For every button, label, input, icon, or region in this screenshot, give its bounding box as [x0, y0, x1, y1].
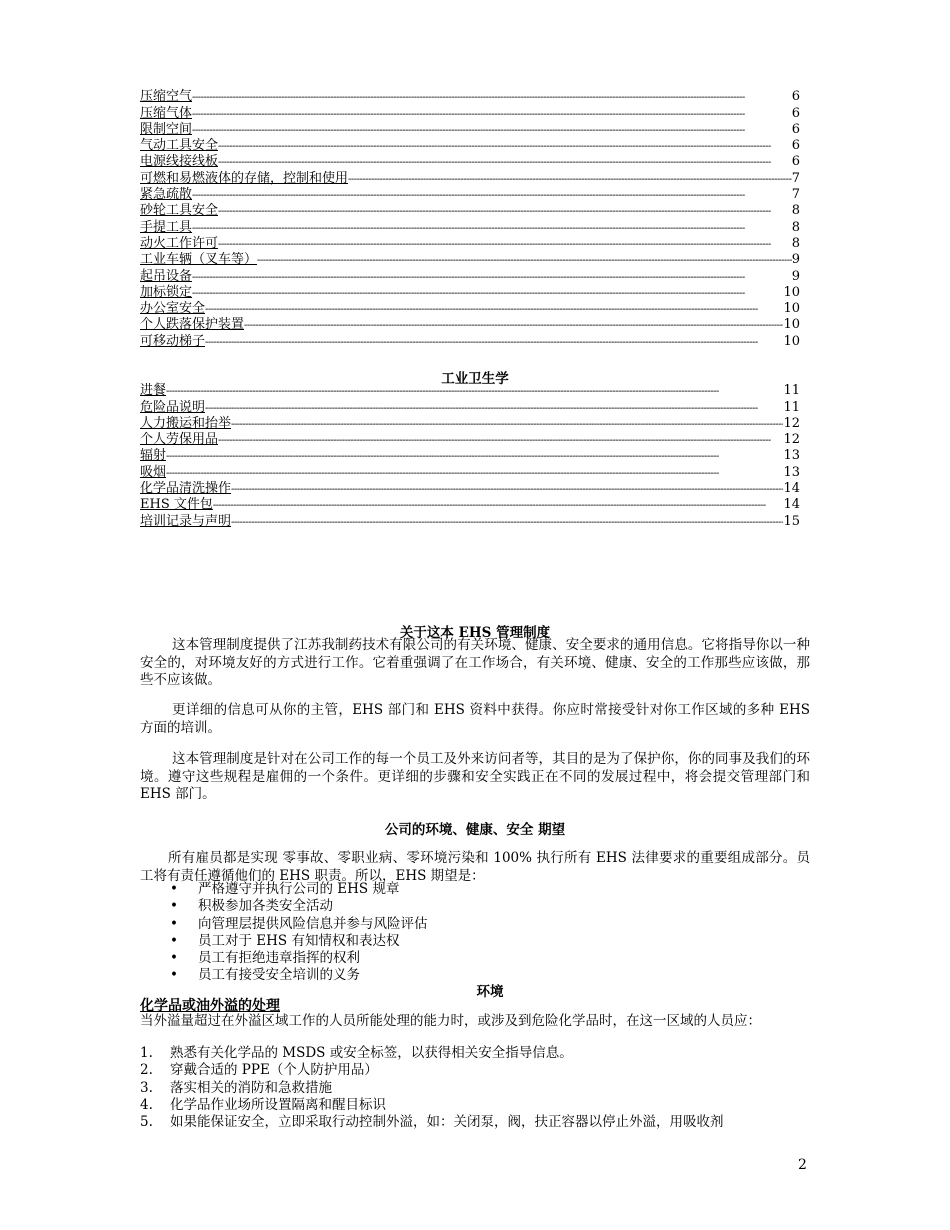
toc-entry-page: 7 — [791, 187, 800, 203]
toc-entry-title[interactable]: 起吊设备 — [140, 268, 193, 284]
toc-entry[interactable] — [140, 317, 800, 333]
toc-entry-page: 7 — [791, 170, 800, 186]
toc-entry-page: 13 — [783, 464, 800, 480]
list-item — [140, 1097, 810, 1114]
toc-entry-page: 15 — [783, 513, 800, 529]
toc-entry-title[interactable]: 限制空间 — [140, 121, 193, 137]
toc-entry-title[interactable]: 吸烟 — [140, 464, 167, 480]
toc-leader-dashes — [218, 434, 783, 448]
list-item — [140, 1062, 810, 1079]
toc-leader-dashes — [192, 189, 792, 203]
list-item-text: 熟悉有关化学品的 MSDS 或安全标签，以获得相关安全指导信息。 — [170, 1045, 573, 1061]
toc-leader-dashes — [192, 222, 792, 236]
spill-steps-list — [140, 1045, 810, 1131]
list-item-text: 落实相关的消防和急救措施 — [170, 1079, 332, 1096]
list-item — [140, 1080, 810, 1097]
toc-entry[interactable] — [140, 252, 800, 268]
toc-leader-dashes — [257, 254, 792, 268]
toc-entry[interactable] — [140, 187, 800, 203]
toc-entry-page: 6 — [791, 105, 800, 121]
toc-entry-page: 13 — [783, 448, 800, 464]
list-item-text: 向管理层提供风险信息并参与风险评估 — [198, 915, 428, 932]
toc-entry-title[interactable]: 工业车辆（叉车等） — [140, 252, 258, 268]
toc-entry-title[interactable]: 危险品说明 — [140, 399, 206, 415]
toc-entry[interactable] — [140, 122, 800, 138]
toc-entry[interactable] — [140, 138, 800, 154]
toc-leader-dashes — [213, 499, 784, 513]
toc-entry[interactable] — [140, 301, 800, 317]
toc-entry-page: 10 — [783, 333, 800, 349]
about-paragraph-2: 更详细的信息可从你的主管，EHS 部门和 EHS 资料中获得。你应时常接受针对你工作区域的多种 EHS 方面的培训。 — [140, 702, 810, 736]
toc-entry[interactable] — [140, 170, 800, 186]
list-item-number: 1. — [140, 1045, 153, 1061]
toc-leader-dashes — [166, 450, 783, 464]
toc-entry[interactable] — [140, 333, 800, 349]
expectations-intro: 所有雇员都是实现 零事故、零职业病、零环境污染和 100% 执行所有 EHS 法律要求的重要组成部分。员工将有责任遵循他们的 EHS 职责。所以，EHS 期望是： — [140, 850, 810, 884]
toc-entry-title[interactable]: 电源线接线板 — [140, 154, 219, 170]
toc-entry-page: 8 — [791, 235, 800, 251]
toc-entry[interactable] — [140, 481, 800, 497]
toc-leader-dashes — [244, 319, 783, 333]
toc-entry-page: 12 — [783, 432, 800, 448]
list-item-text: 员工对于 EHS 有知情权和表达权 — [198, 932, 400, 949]
toc-entry-title[interactable]: 紧急疏散 — [140, 187, 193, 203]
toc-entry[interactable] — [140, 285, 800, 301]
expectations-heading: 公司的环境、健康、安全 期望 — [384, 822, 566, 838]
environment-heading: 环境 — [476, 984, 504, 1000]
list-item-text: 严格遵守并执行公司的 EHS 规章 — [198, 881, 400, 897]
toc-entry-page: 11 — [783, 399, 800, 415]
toc-entry[interactable] — [140, 497, 800, 513]
bullet-icon: • — [170, 881, 178, 897]
toc-leader-dashes — [192, 287, 783, 301]
toc-entry-title[interactable]: 个人跌落保护装置 — [140, 317, 245, 333]
toc-leader-dashes — [231, 516, 783, 530]
toc-leader-dashes — [218, 205, 792, 219]
toc-entry-page: 9 — [791, 268, 800, 284]
toc-entry-page: 6 — [791, 138, 800, 154]
toc-entry-title[interactable]: 压缩气体 — [140, 105, 193, 121]
list-item-text: 穿戴合适的 PPE（个人防护用品） — [170, 1062, 378, 1079]
spill-intro: 当外溢量超过在外溢区域工作的人员所能处理的能力时，或涉及到危险化学品时，在这一区域的人员应： — [140, 1013, 761, 1029]
toc-entry[interactable] — [140, 513, 800, 529]
toc-entry-page: 14 — [783, 481, 800, 497]
toc-leader-dashes — [218, 156, 792, 170]
toc-entry[interactable] — [140, 416, 800, 432]
spill-subheading: 化学品或油外溢的处理 — [140, 998, 280, 1014]
list-item-text: 积极参加各类安全活动 — [198, 898, 333, 915]
hygiene-heading: 工业卫生学 — [441, 371, 509, 387]
toc-leader-dashes — [166, 385, 783, 399]
toc-entry[interactable] — [140, 236, 800, 252]
toc-leader-dashes — [192, 271, 792, 285]
list-item-number: 4. — [140, 1096, 153, 1113]
bullet-icon: • — [170, 950, 178, 967]
list-item — [170, 881, 810, 898]
toc-entry-page: 6 — [791, 121, 800, 137]
list-item-text: 员工有接受安全培训的义务 — [198, 967, 360, 984]
toc-entry-title[interactable]: 培训记录与声明 — [140, 513, 232, 529]
toc-entry-title[interactable]: 压缩空气 — [140, 89, 193, 105]
list-item — [170, 916, 810, 933]
toc-entry[interactable] — [140, 448, 800, 464]
bullet-icon: • — [170, 932, 178, 949]
toc-entry-page: 6 — [791, 154, 800, 170]
toc-entry[interactable] — [140, 399, 800, 415]
list-item — [140, 1045, 810, 1062]
bullet-icon: • — [170, 915, 178, 932]
toc-entry-page: 10 — [783, 284, 800, 300]
list-item — [170, 933, 810, 950]
toc-entry-title[interactable]: 进餐 — [140, 383, 167, 399]
toc-entry[interactable] — [140, 105, 800, 121]
page-number: 2 — [798, 1157, 807, 1173]
toc-entry-title[interactable]: 辐射 — [140, 448, 167, 464]
toc-leader-dashes — [231, 483, 783, 497]
toc-entry[interactable] — [140, 219, 800, 235]
toc-entry[interactable] — [140, 89, 800, 105]
toc-entry[interactable] — [140, 383, 800, 399]
about-heading: 关于这本 EHS 管理制度 — [399, 625, 551, 641]
toc-entry-title[interactable]: 砂轮工具安全 — [140, 203, 219, 219]
toc-entry-page: 11 — [783, 383, 800, 399]
toc-entry-page: 8 — [791, 203, 800, 219]
about-paragraph-3: 这本管理制度是针对在公司工作的每一个员工及外来访问者等，其目的是为了保护你，你的同事及我们的环境。遵守这些规程是雇佣的一个条件。更详细的步骤和安全实践正在不同的发展过程中，将会提交管理部门和 EHS 部门。 — [140, 751, 810, 802]
toc-entry[interactable] — [140, 432, 800, 448]
toc-leader-dashes — [218, 140, 792, 154]
toc-leader-dashes — [192, 91, 792, 105]
about-paragraph-1: 这本管理制度提供了江苏我制药技术有限公司的有关环境、健康、安全要求的通用信息。它将指导你以一种安全的，对环境友好的方式进行工作。它着重强调了在工作场合，有关环境、健康、安全的工作那些应该做，那些不应该做。 — [140, 637, 810, 688]
toc-entry-title[interactable]: 气动工具安全 — [140, 138, 219, 154]
toc-entry-title[interactable]: 化学品清洗操作 — [140, 481, 232, 497]
toc-leader-dashes — [205, 402, 783, 416]
toc-leader-dashes — [192, 108, 792, 122]
toc-leader-dashes — [205, 336, 783, 350]
toc-entry[interactable] — [140, 203, 800, 219]
bullet-icon: • — [170, 967, 178, 984]
toc-leader-dashes — [166, 467, 783, 481]
toc-entry-title[interactable]: 手提工具 — [140, 219, 193, 235]
toc-entry-title[interactable]: 可燃和易燃液体的存储，控制和使用 — [140, 170, 349, 186]
toc-entry-page: 8 — [791, 219, 800, 235]
toc-entry-title[interactable]: 办公室安全 — [140, 301, 206, 317]
toc-entry-page: 10 — [783, 301, 800, 317]
list-item-text: 员工有拒绝违章指挥的权利 — [198, 950, 360, 967]
toc-entry-title[interactable]: 动火工作许可 — [140, 235, 219, 251]
list-item-text: 化学品作业场所设置隔离和醒目标识 — [170, 1096, 386, 1113]
toc-entry-page: 6 — [791, 89, 800, 105]
list-item-number: 3. — [140, 1079, 153, 1096]
toc-entry[interactable] — [140, 464, 800, 480]
toc-entry-page: 9 — [791, 252, 800, 268]
expectations-list — [170, 881, 810, 985]
toc-leader-dashes — [231, 418, 783, 432]
toc-entry-title[interactable]: 人力搬运和抬举 — [140, 415, 232, 431]
list-item — [140, 1114, 810, 1131]
list-item-number: 5. — [140, 1114, 153, 1131]
toc-safety — [140, 89, 800, 350]
toc-entry-title[interactable]: EHS 文件包 — [140, 497, 213, 513]
toc-entry[interactable] — [140, 268, 800, 284]
toc-entry[interactable] — [140, 154, 800, 170]
list-item-number: 2. — [140, 1062, 153, 1079]
toc-entry-title[interactable]: 可移动梯子 — [140, 333, 206, 349]
toc-leader-dashes — [348, 173, 792, 187]
toc-entry-title[interactable]: 个人劳保用品 — [140, 432, 219, 448]
bullet-icon: • — [170, 898, 178, 915]
toc-leader-dashes — [218, 238, 792, 252]
toc-leader-dashes — [205, 303, 783, 317]
list-item-text: 如果能保证安全，立即采取行动控制外溢，如：关闭泵，阀，扶正容器以停止外溢，用吸收剂 — [170, 1114, 724, 1131]
toc-hygiene — [140, 383, 800, 530]
toc-entry-title[interactable]: 加标锁定 — [140, 284, 193, 300]
list-item — [170, 898, 810, 915]
toc-leader-dashes — [192, 124, 792, 138]
list-item — [170, 950, 810, 967]
toc-entry-page: 10 — [783, 317, 800, 333]
toc-entry-page: 14 — [783, 497, 800, 513]
toc-entry-page: 12 — [783, 415, 800, 431]
